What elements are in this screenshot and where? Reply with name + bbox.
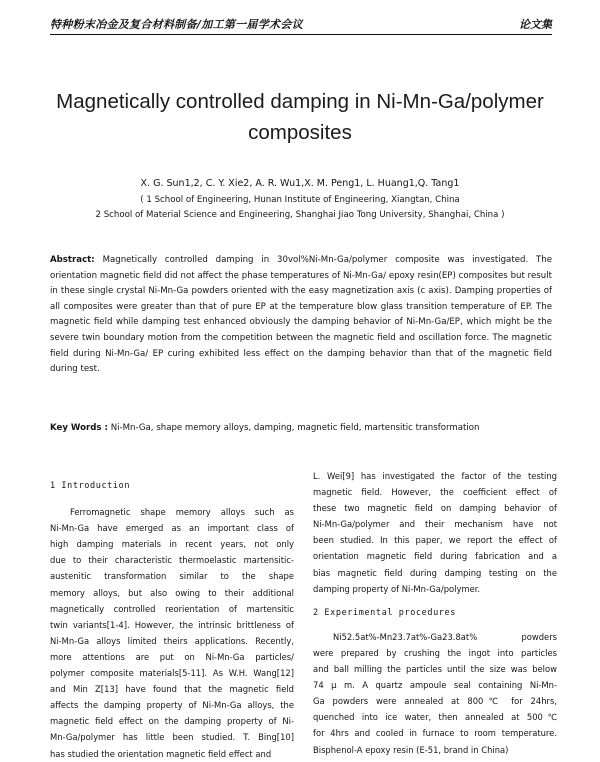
- header-conference-name: 特种粉末冶金及复合材料制备/加工第一届学术会议: [50, 18, 303, 31]
- text-line: Ni52.5at%-Mn23.7at%-Ga23.8at% powders: [333, 631, 557, 642]
- text-line: for 4hrs and cooled in furnace to room temperature.: [313, 728, 557, 739]
- text-line: high damping materials in recent years, not only: [50, 539, 294, 550]
- text-line: L. Wei[9] has investigated the factor of the testing: [313, 471, 557, 481]
- text-line: Ga powders were annealed at 800℃ for 24hrs,: [313, 696, 557, 707]
- keywords-label: Key Words :: [50, 423, 108, 433]
- paper-title: Magnetically controlled damping in Ni-Mn-Ga/polymer composites: [56, 90, 544, 144]
- text-line: polymer composite materials[5-11]. As W.H. Wang[12]: [50, 668, 294, 679]
- author-list: X. G. Sun1,2, C. Y. Xie2, A. R. Wu1,X. M. Peng1, L. Huang1,Q. Tang1: [140, 178, 460, 189]
- affiliation-2: 2 School of Material Science and Engineering, Shanghai Jiao Tong University, Shanghai, China ): [95, 210, 505, 220]
- text-line: magnetic field. However, the coefficient effect of: [313, 487, 557, 498]
- text-line: quenched into ice water, then annealed at 500℃: [313, 712, 557, 723]
- abstract: [50, 253, 552, 378]
- introduction-continued-paragraph: [313, 468, 557, 597]
- left-column: [50, 468, 294, 762]
- header-rule: [50, 34, 552, 35]
- affiliation-1: ( 1 School of Engineering, Hunan Institute of Engineering, Xiangtan, China: [140, 195, 460, 205]
- text-line: has studied the orientation magnetic field effect and: [50, 748, 272, 759]
- text-line: these two magnetic field on damping behavior of: [313, 503, 557, 514]
- text-line: more attentions are put on Ni-Mn-Ga particles/: [50, 651, 294, 662]
- text-line: twin variants[1-4]. However, the intrinsic brittleness of: [50, 619, 294, 630]
- text-line: Ni-Mn-Ga alloys limited theirs applications. Recently,: [50, 635, 294, 646]
- keywords: [50, 423, 552, 433]
- text-line: magnetically controlled reorientation of martensitic: [50, 603, 294, 614]
- text-line: Mn-Ga/polymer has little been studied. T. Bing[10]: [50, 732, 294, 743]
- text-line: memory alloys, but also owing to their additional: [50, 587, 294, 598]
- text-line: austenitic transformation similar to the shape: [50, 571, 294, 582]
- text-line: were prepared by crushing the ingot into particles: [313, 647, 557, 658]
- text-line: bias magnetic field during damping testing on the: [313, 567, 557, 578]
- text-line: Ni-Mn-Ga have emerged as an important class of: [50, 523, 294, 534]
- running-header: [50, 12, 552, 36]
- text-line: 74 μ m. A quartz ampoule seal containing Ni-Mn-: [313, 680, 557, 691]
- keywords-text: Ni-Mn-Ga, shape memory alloys, damping, magnetic field, martensitic transformation: [110, 423, 480, 433]
- text-line: damping property of Ni-Mn-Ga/polymer.: [313, 583, 481, 594]
- experimental-heading: 2 Experimental procedures: [313, 607, 456, 618]
- abstract-label: Abstract:: [50, 255, 95, 265]
- text-line: affects the damping property of Ni-Mn-Ga alloys, the: [50, 700, 294, 711]
- text-line: and Min Z[13] have found that the magnetic field: [50, 684, 294, 695]
- experimental-paragraph: [313, 629, 557, 758]
- text-line: orientation magnetic field during fabrication and a: [313, 551, 557, 562]
- text-line: due to their characteristic thermoelastic martensitic-: [50, 555, 294, 566]
- header-section-label: 论文集: [519, 18, 552, 31]
- text-line: Ferromagnetic shape memory alloys such as: [70, 507, 294, 518]
- text-line: Bisphenol-A epoxy resin (E-51, brand in China): [313, 744, 509, 755]
- right-column: [313, 468, 557, 758]
- text-line: magnetic field effect on the damping property of Ni-: [50, 716, 294, 727]
- introduction-heading: 1 Introduction: [50, 481, 131, 491]
- text-line: and ball milling the particles until the size was below: [313, 664, 557, 675]
- text-line: Ni-Mn-Ga/polymer and their mechanism have not: [313, 519, 557, 530]
- abstract-text: Magnetically controlled damping in 30vol%Ni-Mn-Ga/polymer composite was investigated. The orientation magnetic field did not affect the phase temperatures of Ni-Mn-Ga/ epoxy resin(EP) composites but result in these single crystal Ni-Mn-Ga powders oriented with the easy magnetization axis (c axis). Damping properties of all composites were greater than that of pure EP at the temperature blow glass transition temperature of EP. The magnetic field while damping test enhanced obviously the damping behavior of Ni-Mn-Ga/EP, which might be the severe twin boundary motion from the competition between the magnetic field and oscillation force. The magnetic field during Ni-Mn-Ga/ EP curing exhibited less effect on the damping behavior than that of the magnetic field during test.: [50, 255, 553, 375]
- text-line: been studied. In this paper, we report the effect of: [313, 535, 557, 546]
- introduction-paragraph: [50, 504, 294, 762]
